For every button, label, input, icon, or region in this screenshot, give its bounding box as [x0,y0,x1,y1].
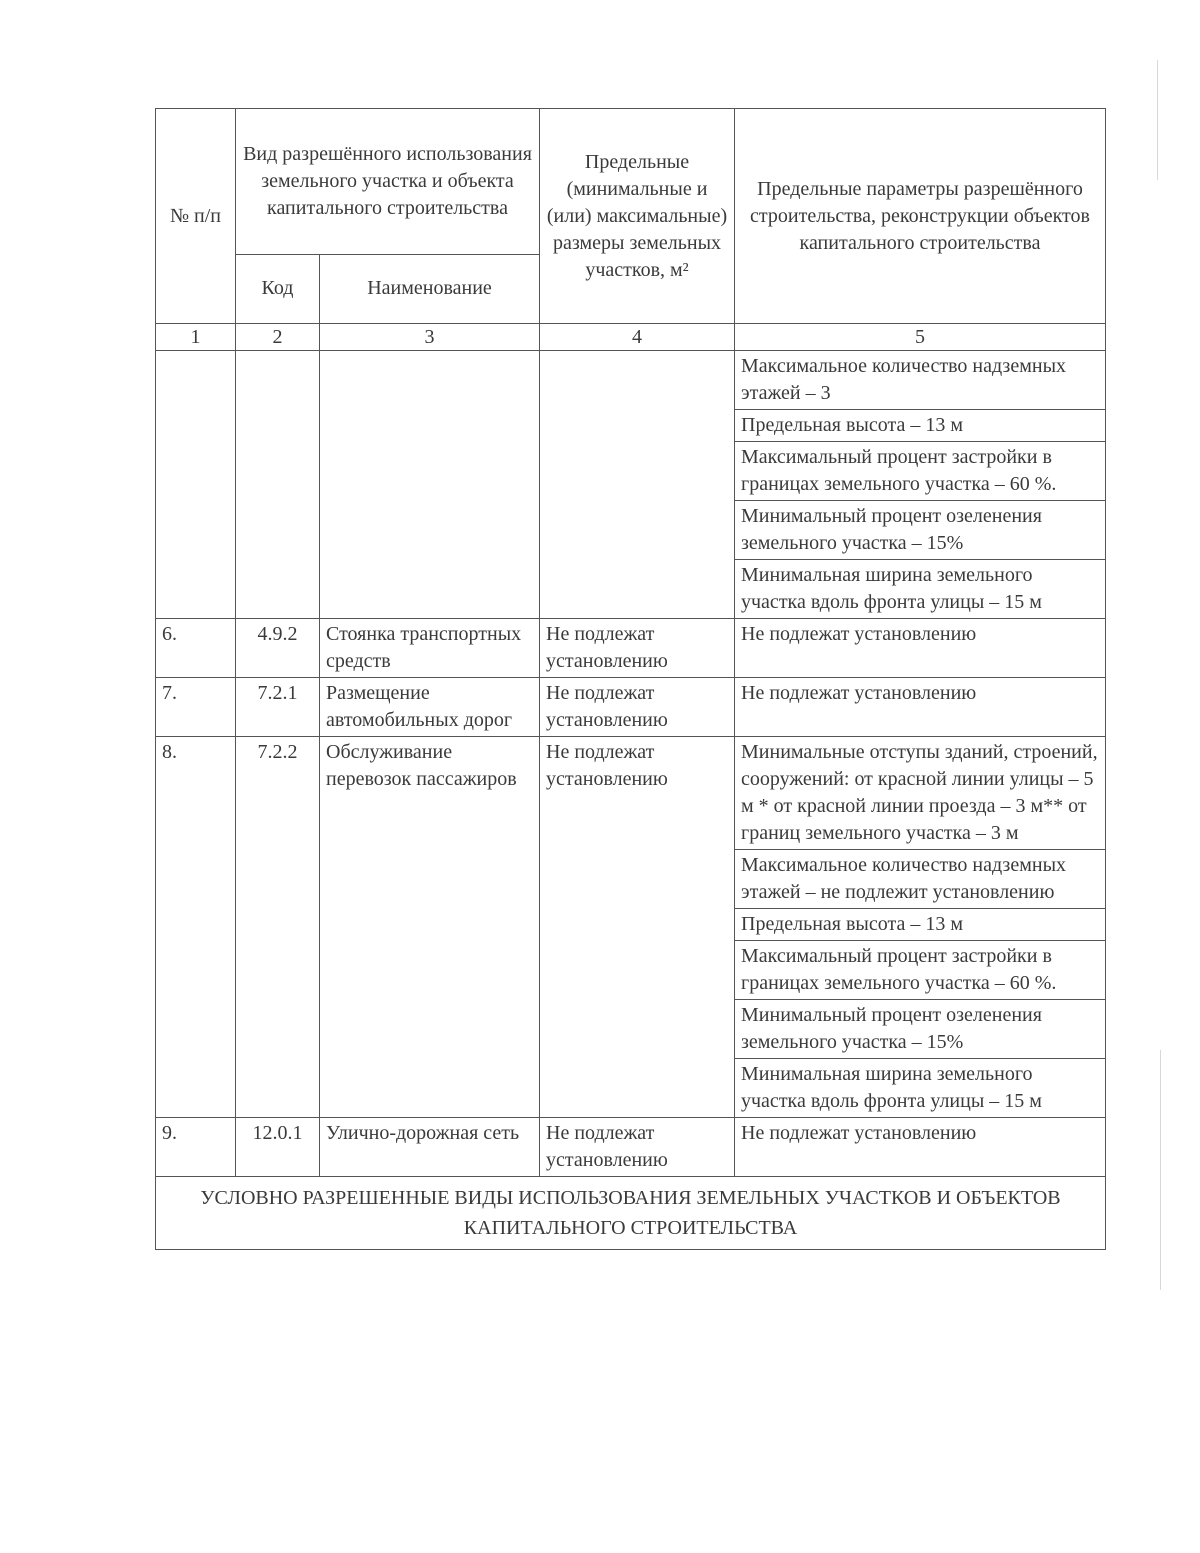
cell-num: 6. [156,619,236,678]
cell-size: Не подлежат установлению [540,678,735,737]
table-row [156,737,1106,1118]
scan-edge-mark [1157,60,1158,180]
cell-name: Улично-дорожная сеть [320,1118,540,1177]
column-number-row [156,324,1106,351]
param-item: Минимальные отступы зданий, строений, сооружений: от красной линии улицы – 5 м * от красной линии проезда – 3 м** от границ земельного участка – 3 м [735,737,1105,850]
table-row [156,678,1106,737]
cell-params: Не подлежат установлению [735,619,1106,678]
table-row [156,1118,1106,1177]
cell-code: 4.9.2 [236,619,320,678]
param-item: Максимальный процент застройки в границах земельного участка – 60 %. [735,941,1105,1000]
column-number: 1 [156,324,236,351]
header-name: Наименование [320,254,540,323]
param-item: Максимальное количество надземных этажей – 3 [735,351,1105,410]
header-kod: Код [236,254,320,323]
table-row-continuation [156,351,1106,619]
header-params: Предельные параметры разрешённого строительства, реконструкции объектов капитального строительства [735,109,1106,324]
scan-edge-mark [1160,1050,1161,1290]
param-item: Минимальная ширина земельного участка вдоль фронта улицы – 15 м [741,564,1042,613]
param-item: Минимальный процент озеленения земельного участка – 15% [735,501,1105,560]
cell-code: 7.2.1 [236,678,320,737]
cell-code [236,351,320,619]
cell-size: Не подлежат установлению [540,1118,735,1177]
cell-name [320,351,540,619]
column-number: 2 [236,324,320,351]
section-footer: УСЛОВНО РАЗРЕШЕННЫЕ ВИДЫ ИСПОЛЬЗОВАНИЯ ЗЕМЕЛЬНЫХ УЧАСТКОВ И ОБЪЕКТОВ КАПИТАЛЬНОГО СТРОИТЕЛЬСТВА [156,1177,1106,1250]
cell-params: Не подлежат установлению [735,1118,1106,1177]
cell-name: Стоянка транспортных средств [320,619,540,678]
cell-num: 7. [156,678,236,737]
param-item: Максимальный процент застройки в границах земельного участка – 60 %. [735,442,1105,501]
cell-num: 8. [156,737,236,1118]
table-header-row [156,109,1106,255]
cell-params [735,351,1106,619]
column-number: 3 [320,324,540,351]
cell-params: Не подлежат установлению [735,678,1106,737]
section-footer-row [156,1177,1106,1250]
column-number: 4 [540,324,735,351]
param-item: Минимальный процент озеленения земельного участка – 15% [735,1000,1105,1059]
cell-size [540,351,735,619]
header-vid: Вид разрешённого использования земельного участка и объекта капитального строительства [236,109,540,255]
cell-num [156,351,236,619]
table-row [156,619,1106,678]
land-use-table [155,108,1106,1250]
param-item: Предельная высота – 13 м [735,410,1105,442]
cell-code: 12.0.1 [236,1118,320,1177]
header-num: № п/п [156,109,236,324]
cell-size: Не подлежат установлению [540,619,735,678]
param-item: Максимальное количество надземных этажей – не подлежит установлению [735,850,1105,909]
cell-size: Не подлежат установлению [540,737,735,1118]
cell-name: Обслуживание перевозок пассажиров [320,737,540,1118]
param-item: Предельная высота – 13 м [735,909,1105,941]
column-number: 5 [735,324,1106,351]
cell-params [735,737,1106,1118]
param-item: Минимальная ширина земельного участка вдоль фронта улицы – 15 м [741,1063,1042,1112]
cell-name: Размещение автомобильных дорог [320,678,540,737]
header-size: Предельные (минимальные и (или) максимальные) размеры земельных участков, м² [540,109,735,324]
cell-num: 9. [156,1118,236,1177]
cell-code: 7.2.2 [236,737,320,1118]
